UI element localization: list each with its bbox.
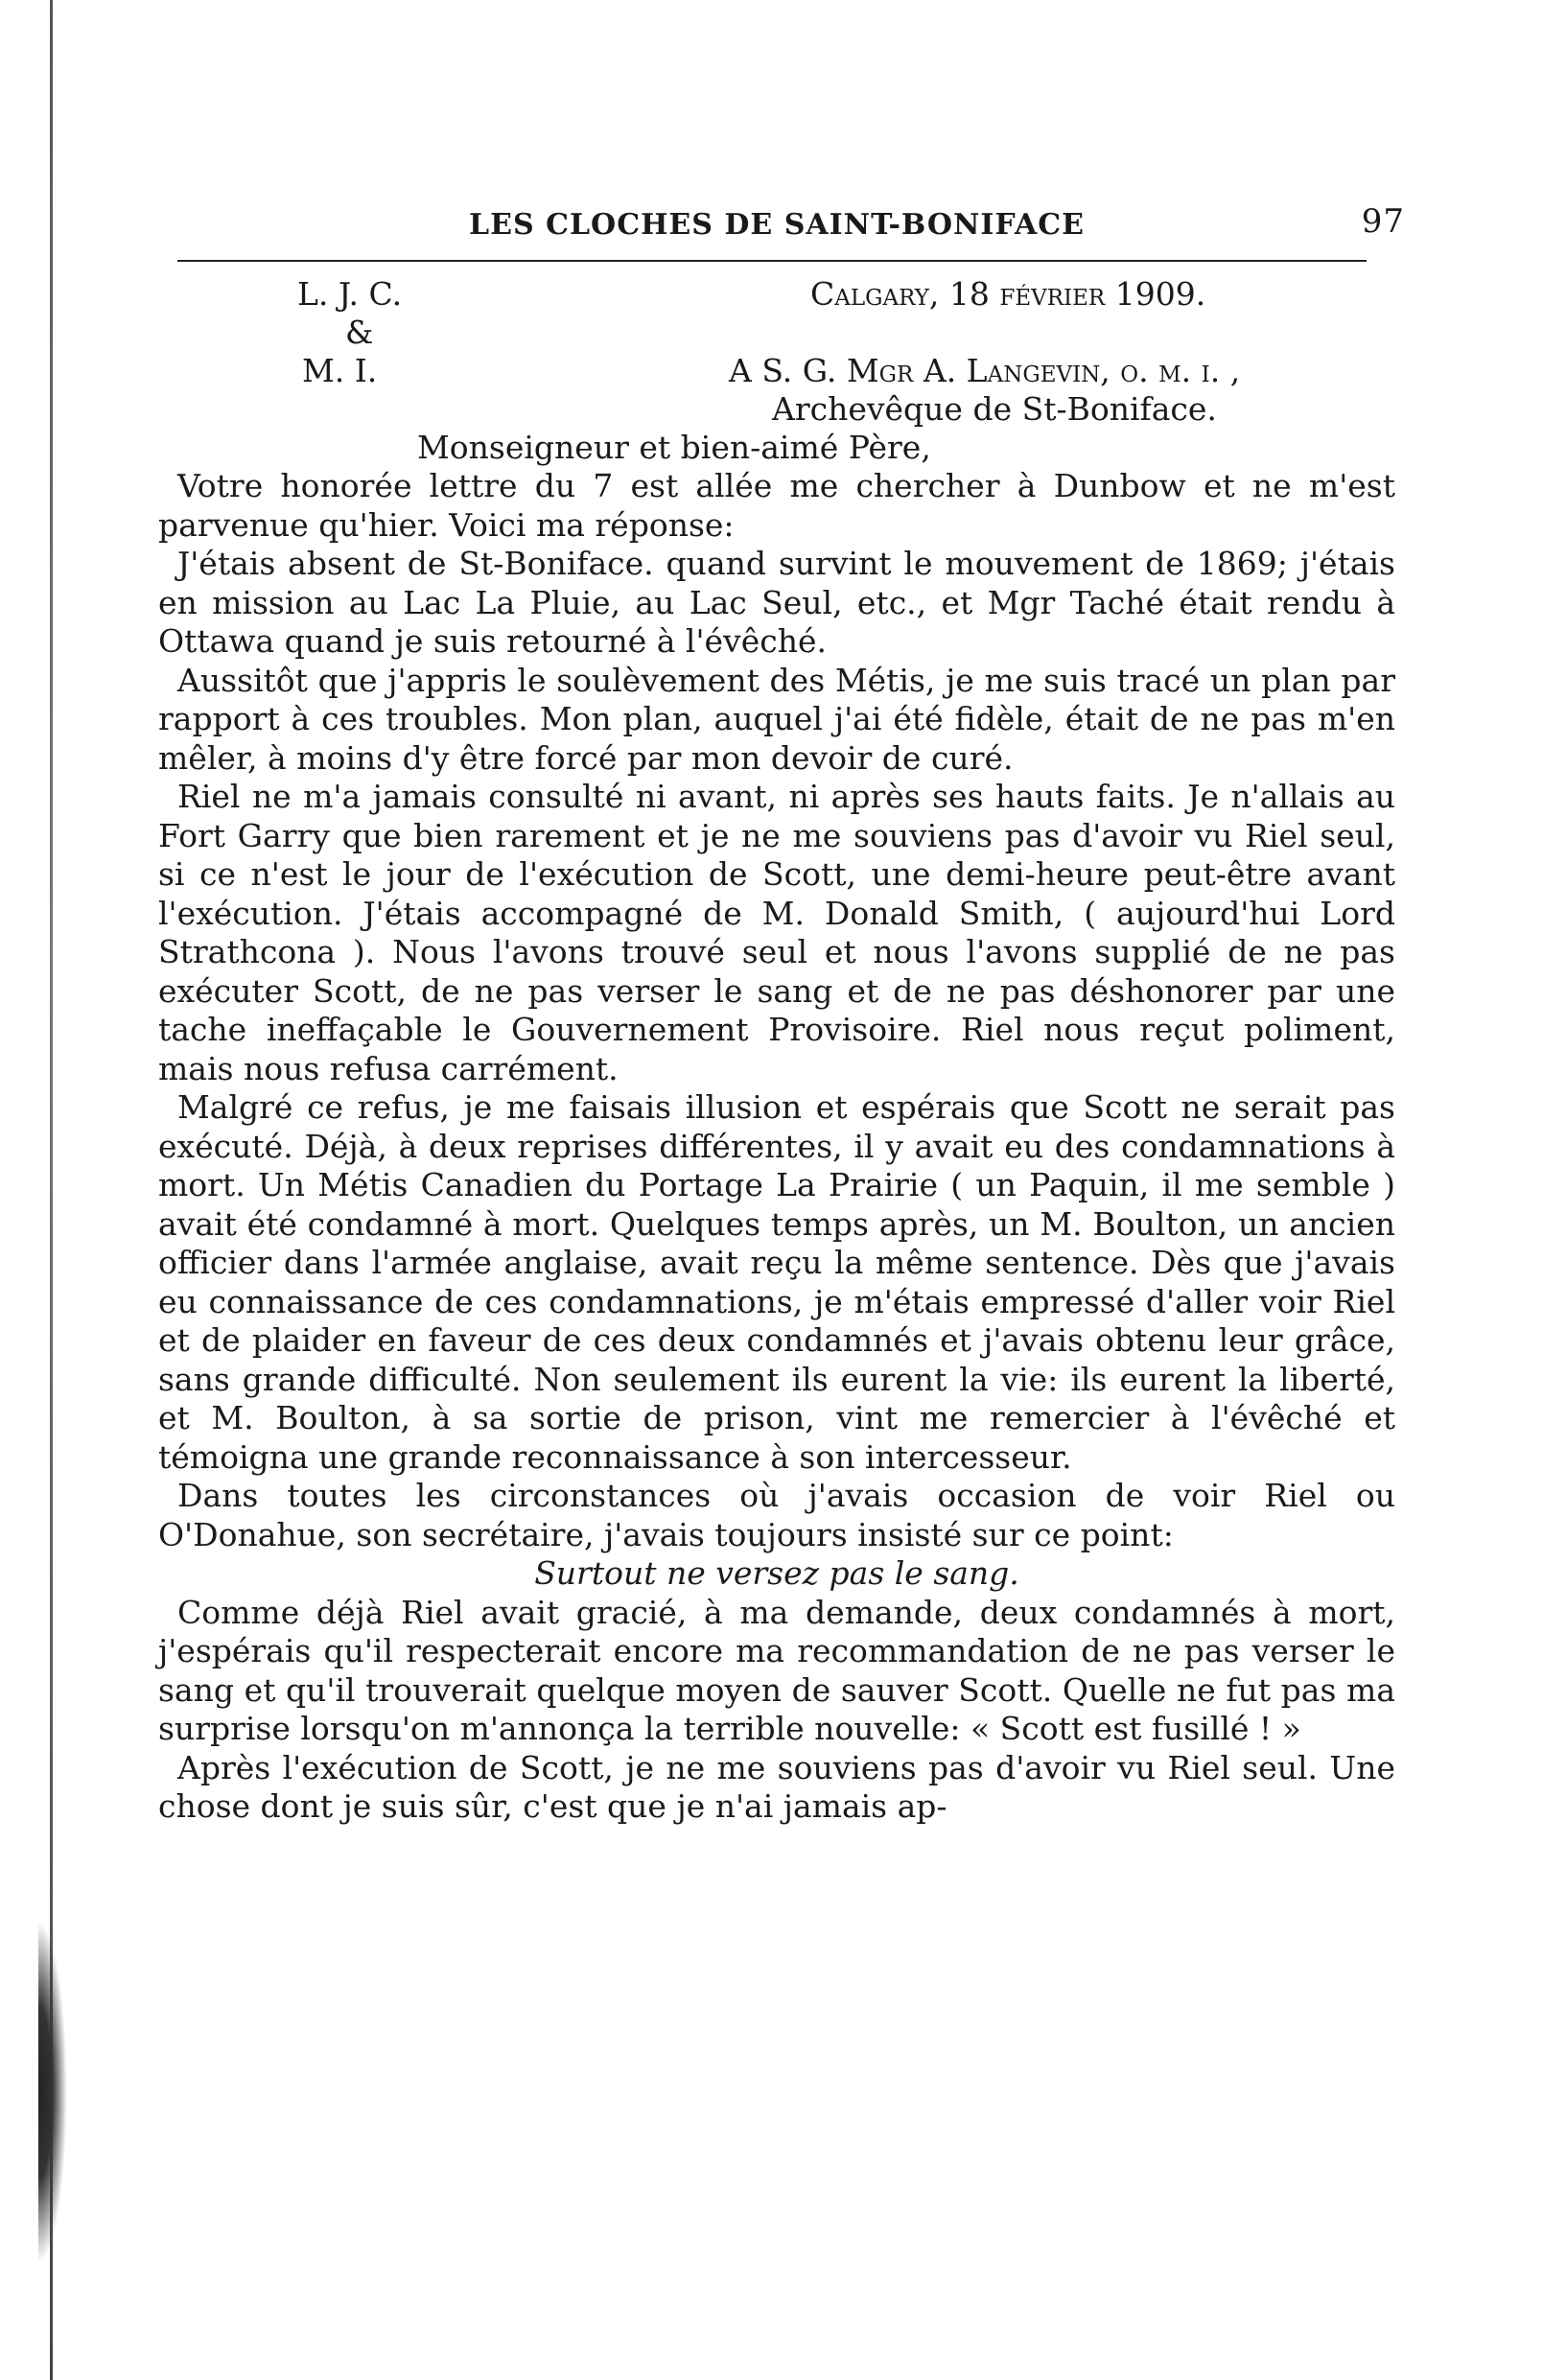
running-head-title: LES CLOCHES DE SAINT-BONIFACE [469,208,1085,242]
paragraph-3: Aussitôt que j'appris le soulèvement des Métis, je me suis tracé un plan par rapport à ces troubles. Mon plan, auquel j'ai été fidèle, était de ne pas m'en mêler, à moins d'y être forcé par mon devoir de curé. [158,661,1395,777]
motto-line-2: M. I. [302,352,378,389]
letter-header-row-4 [158,390,1395,429]
header-rule [177,260,1367,262]
paragraph-4: Riel ne m'a jamais consulté ni avant, ni après ses hauts faits. Je n'allais au Fort Garry que bien rarement et je ne me souviens pas d'avoir vu Riel seul, si ce n'est le jour de l'exécution de Scott, une demi-heure peut-être avant l'exécution. J'étais accompagné de M. Donald Smith, ( aujourd'hui Lord Strathcona ). Nous l'avons trouvé seul et nous l'avons supplié de ne pas exécuter Scott, de ne pas verser le sang et de ne pas déshonorer par une tache ineffaçable le Gouvernement Provisoire. Riel nous reçut poliment, mais nous refusa carrément. [158,778,1395,1087]
paragraph-5: Malgré ce refus, je me faisais illusion et espérais que Scott ne serait pas exécuté. Déjà, à deux reprises différentes, il y avait eu des condamnations à mort. Un Métis Canadien du Portage La Prairie ( un Paquin, il me semble ) avait été condamné à mort. Quelques temps après, un M. Boulton, un ancien officier dans l'armée anglaise, avait reçu la même sentence. Dès que j'avais eu connaissance de ces condamnations, je m'étais empressé d'aller voir Riel et de plaider en faveur de ces deux condamnés et j'avais obtenu leur grâce, sans grande difficulté. Non seulement ils eurent la vie: ils eurent la liberté, et M. Boulton, à sa sortie de prison, vint me remercier à l'évêché et témoigna une grande reconnaissance à son intercesseur. [158,1088,1395,1476]
addressee-line-2: Archevêque de St-Boniface. [772,390,1217,428]
paragraph-8: Après l'exécution de Scott, je ne me souviens pas d'avoir vu Riel seul. Une chose dont je suis sûr, c'est que je n'ai jamais ap- [158,1748,1395,1825]
paragraph-6: Dans toutes les circonstances où j'avais occasion de voir Riel ou O'Donahue, son secrétaire, j'avais toujours insisté sur ce point: [158,1477,1395,1553]
addressee-line-1: A S. G. Mgr A. Langevin, o. m. i. , [729,352,1241,389]
paragraph-1: Votre honorée lettre du 7 est allée me chercher à Dunbow et ne m'est parvenue qu'hier. Voici ma réponse: [158,467,1395,544]
letter-header-row-3 [158,352,1395,390]
emphasis-line: Surtout ne versez pas le sang. [534,1554,1019,1592]
page-edge-shadow [38,1920,67,2265]
salutation: Monseigneur et bien-aimé Père, [417,429,931,466]
salutation-row [158,429,1395,467]
page-number: 97 [1361,202,1405,241]
place-date: Calgary, 18 février 1909. [810,275,1206,313]
letter-header-row-1 [158,275,1395,314]
motto-line-1: L. J. C. [297,275,403,313]
paragraph-7: Comme déjà Riel avait gracié, à ma demande, deux condamnés à mort, j'espérais qu'il respecterait encore ma recommandation de ne pas verser le sang et qu'il trouverait quelque moyen de sauver Scott. Quelle ne fut pas ma surprise lorsqu'on m'annonça la terrible nouvelle: « Scott est fusillé ! » [158,1593,1395,1747]
paragraph-2: J'étais absent de St-Boniface. quand survint le mouvement de 1869; j'étais en mission au Lac La Pluie, au Lac Seul, etc., et Mgr Taché était rendu à Ottawa quand je suis retourné à l'évêché. [158,545,1395,660]
book-page [158,202,1405,1827]
letter-header-row-2 [158,314,1395,352]
running-head [158,202,1405,250]
motto-ampersand: & [345,314,374,351]
